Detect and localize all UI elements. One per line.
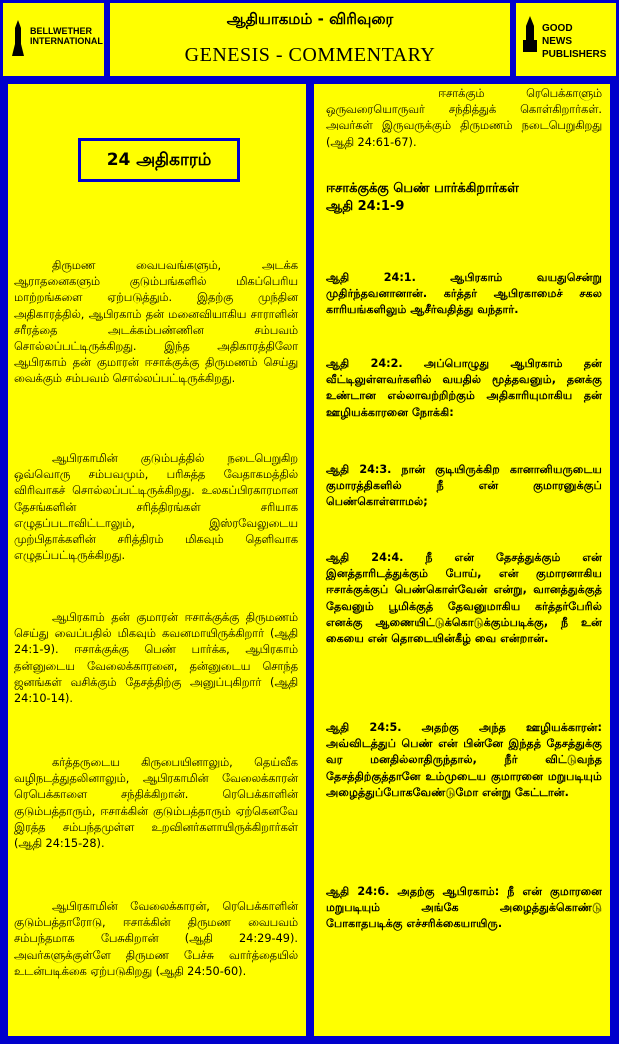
left-paragraph (14, 755, 298, 852)
verse: ஆதி 24:4. நீ என் தேசத்துக்கும் என் இனத்தாரிடத்துக்கும் போய், என் குமாரனாகிய ஈசாக்குக்குப் பெண்கொள்வேன் என்று, வானத்துக்குத் தேவனும் பூமிக்குத் தேவனுமாகிய கர்த்தர்பேரில் எனக்கு ஆணையிட்டுக்கொடுக்கும்படிக்கு, நீ உன் கையை என் தொடையின்கீழ் வை என்றான். (326, 551, 602, 646)
verse: ஆதி 24:5. அதற்கு அந்த ஊழியக்காரன்: அவ்விடத்துப் பெண் என் பின்னே இந்தத் தேசத்துக்கு வர மனதில்லாதிருந்தால், நீர் விட்டுவந்த தேசத்திற்குத்தானே உம்முடைய குமாரனை மறுபடியும் அழைத்துப்போகவேண்டுமோ என்று கேட்டான். (326, 721, 602, 799)
left-paragraph (14, 899, 298, 980)
heading-title: ஈசாக்குக்கு பெண் பார்க்கிறார்கள் (326, 181, 519, 196)
right-logo-text: GOOD NEWS PUBLISHERS (542, 23, 607, 60)
left-paragraph (14, 451, 298, 564)
left-paragraph (14, 610, 298, 707)
verse: ஆதி 24:3. நான் குடியிருக்கிற கானானியருடைய குமாரத்திகளில் நீ என் குமாரனுக்குப் பெண்கொள்ளாமல்; (326, 463, 602, 509)
chapter-title: 24 அதிகாரம் (78, 138, 240, 182)
intro-text: ஈசாக்கும் ரெபெக்காளும் ஒருவரையொருவர் சந்தித்துக் கொள்கிறார்கள். அவர்கள் இருவருக்கும் திருமணம் நடைபெறுகிறது (ஆதி 24:61-67). (326, 87, 602, 149)
paragraph-text: திருமண வைபவங்களும், அடக்க ஆராதனைகளும் குடும்பங்களில் மிகப்பெரிய மாற்றங்களை ஏற்படுத்தும். இதற்கு முந்தின அதிகாரத்தில், ஆபிரகாம் தன் மனைவியாகிய சாராளின் சரீரத்தை அடக்கம்பண்ணின சம்பவம் சொல்லப்பட்டிருக்கிறது. இந்த அதிகாரத்திலோ ஆபிரகாம் தன் குமாரன் ஈசாக்குக்கு திருமணம் செய்து வைக்கும் சம்பவம் சொல்லப்பட்டிருக்கிறது. (14, 259, 298, 386)
bell-tower-icon (10, 20, 26, 56)
title-tamil: ஆதியாகமம் - விரிவுரை (226, 10, 394, 28)
heading-reference: ஆதி 24:1-9 (326, 199, 405, 214)
right-intro (326, 86, 602, 151)
bellwether-logo (10, 20, 103, 60)
paragraph-text: கர்த்தருடைய கிருபையினாலும், தெய்வீக வழிநடத்துதலினாலும், ஆபிரகாமின் வேலைக்காரன் ரெபெக்காளை சந்திக்கிறான். ரெபெக்காளின் குடும்பத்தாரும், ஈசாக்கின் குடும்பத்தாரும் ஏற்கெனவே இரத்த சம்பந்தமுள்ள உறவினர்களாயிருக்கிறார்கள் (ஆதி 24:15-28). (14, 756, 298, 851)
paragraph-text: ஆபிரகாமின் வேலைக்காரன், ரெபெக்காளின் குடும்பத்தாரோடு, ஈசாக்கின் திருமண வைபவம் சம்பந்தமாக பேசுகிறான் (ஆதி 24:29-49). அவர்களுக்குள்ளே திருமண பேச்சு வார்த்தையில் உடன்படிக்கை ஏற்படுகிறது (ஆதி 24:50-60). (14, 900, 298, 978)
paragraph-text: ஆபிரகாம் தன் குமாரன் ஈசாக்குக்கு திருமணம் செய்து வைப்பதில் மிகவும் கவனமாயிருக்கிறார் (ஆதி 24:1-9). ஈசாக்குக்கு பெண் பார்க்க, ஆபிரகாம் தன்னுடைய வேலைக்காரனை, தன்னுடைய சொந்த ஜனங்கள் வசிக்கும் தேசத்திற்கு அனுப்புகிறார் (ஆதி 24:10-14). (14, 611, 298, 706)
verse: ஆதி 24:2. அப்பொழுது ஆபிரகாம் தன் வீட்டிலுள்ளவர்களில் வயதில் மூத்தவனும், தனக்கு உண்டான எல்லாவற்றிற்கும் அதிகாரியுமாகிய தன் ஊழியக்காரனை நோக்கி: (326, 357, 602, 419)
verse: ஆதி 24:6. அதற்கு ஆபிரகாம்: நீ என் குமாரனை மறுபடியும் அங்கே அழைத்துக்கொண்டு போகாதபடிக்கு எச்சரிக்கையாயிரு. (326, 885, 602, 931)
section-heading (326, 180, 602, 216)
paragraph-text: ஆபிரகாமின் குடும்பத்தில் நடைபெறுகிற ஒவ்வொரு சம்பவமும், பரிசுத்த வேதாகமத்தில் விரிவாகச் சொல்லப்பட்டிருக்கிறது. உலகப்பிரகாரமான தேசங்களின் சரித்திரங்கள் சரியாக எழுதப்படாவிட்டாலும், இஸ்ரவேலுடைய முற்பிதாக்களின் சரித்திரம் மிகவும் தெளிவாக எழுதப்பட்டிருக்கிறது. (14, 452, 298, 563)
book-tower-icon (522, 16, 538, 52)
good-news-logo (522, 16, 612, 60)
verse: ஆதி 24:1. ஆபிரகாம் வயதுசென்று முதிர்ந்தவனானான். கர்த்தர் ஆபிரகாமைச் சகல காரியங்களிலும் ஆசீர்வதித்து வந்தார். (326, 271, 602, 317)
left-logo-text: BELLWETHER INTERNATIONAL (30, 26, 103, 46)
left-paragraph (14, 258, 298, 388)
title-english: GENESIS - COMMENTARY (184, 44, 436, 66)
